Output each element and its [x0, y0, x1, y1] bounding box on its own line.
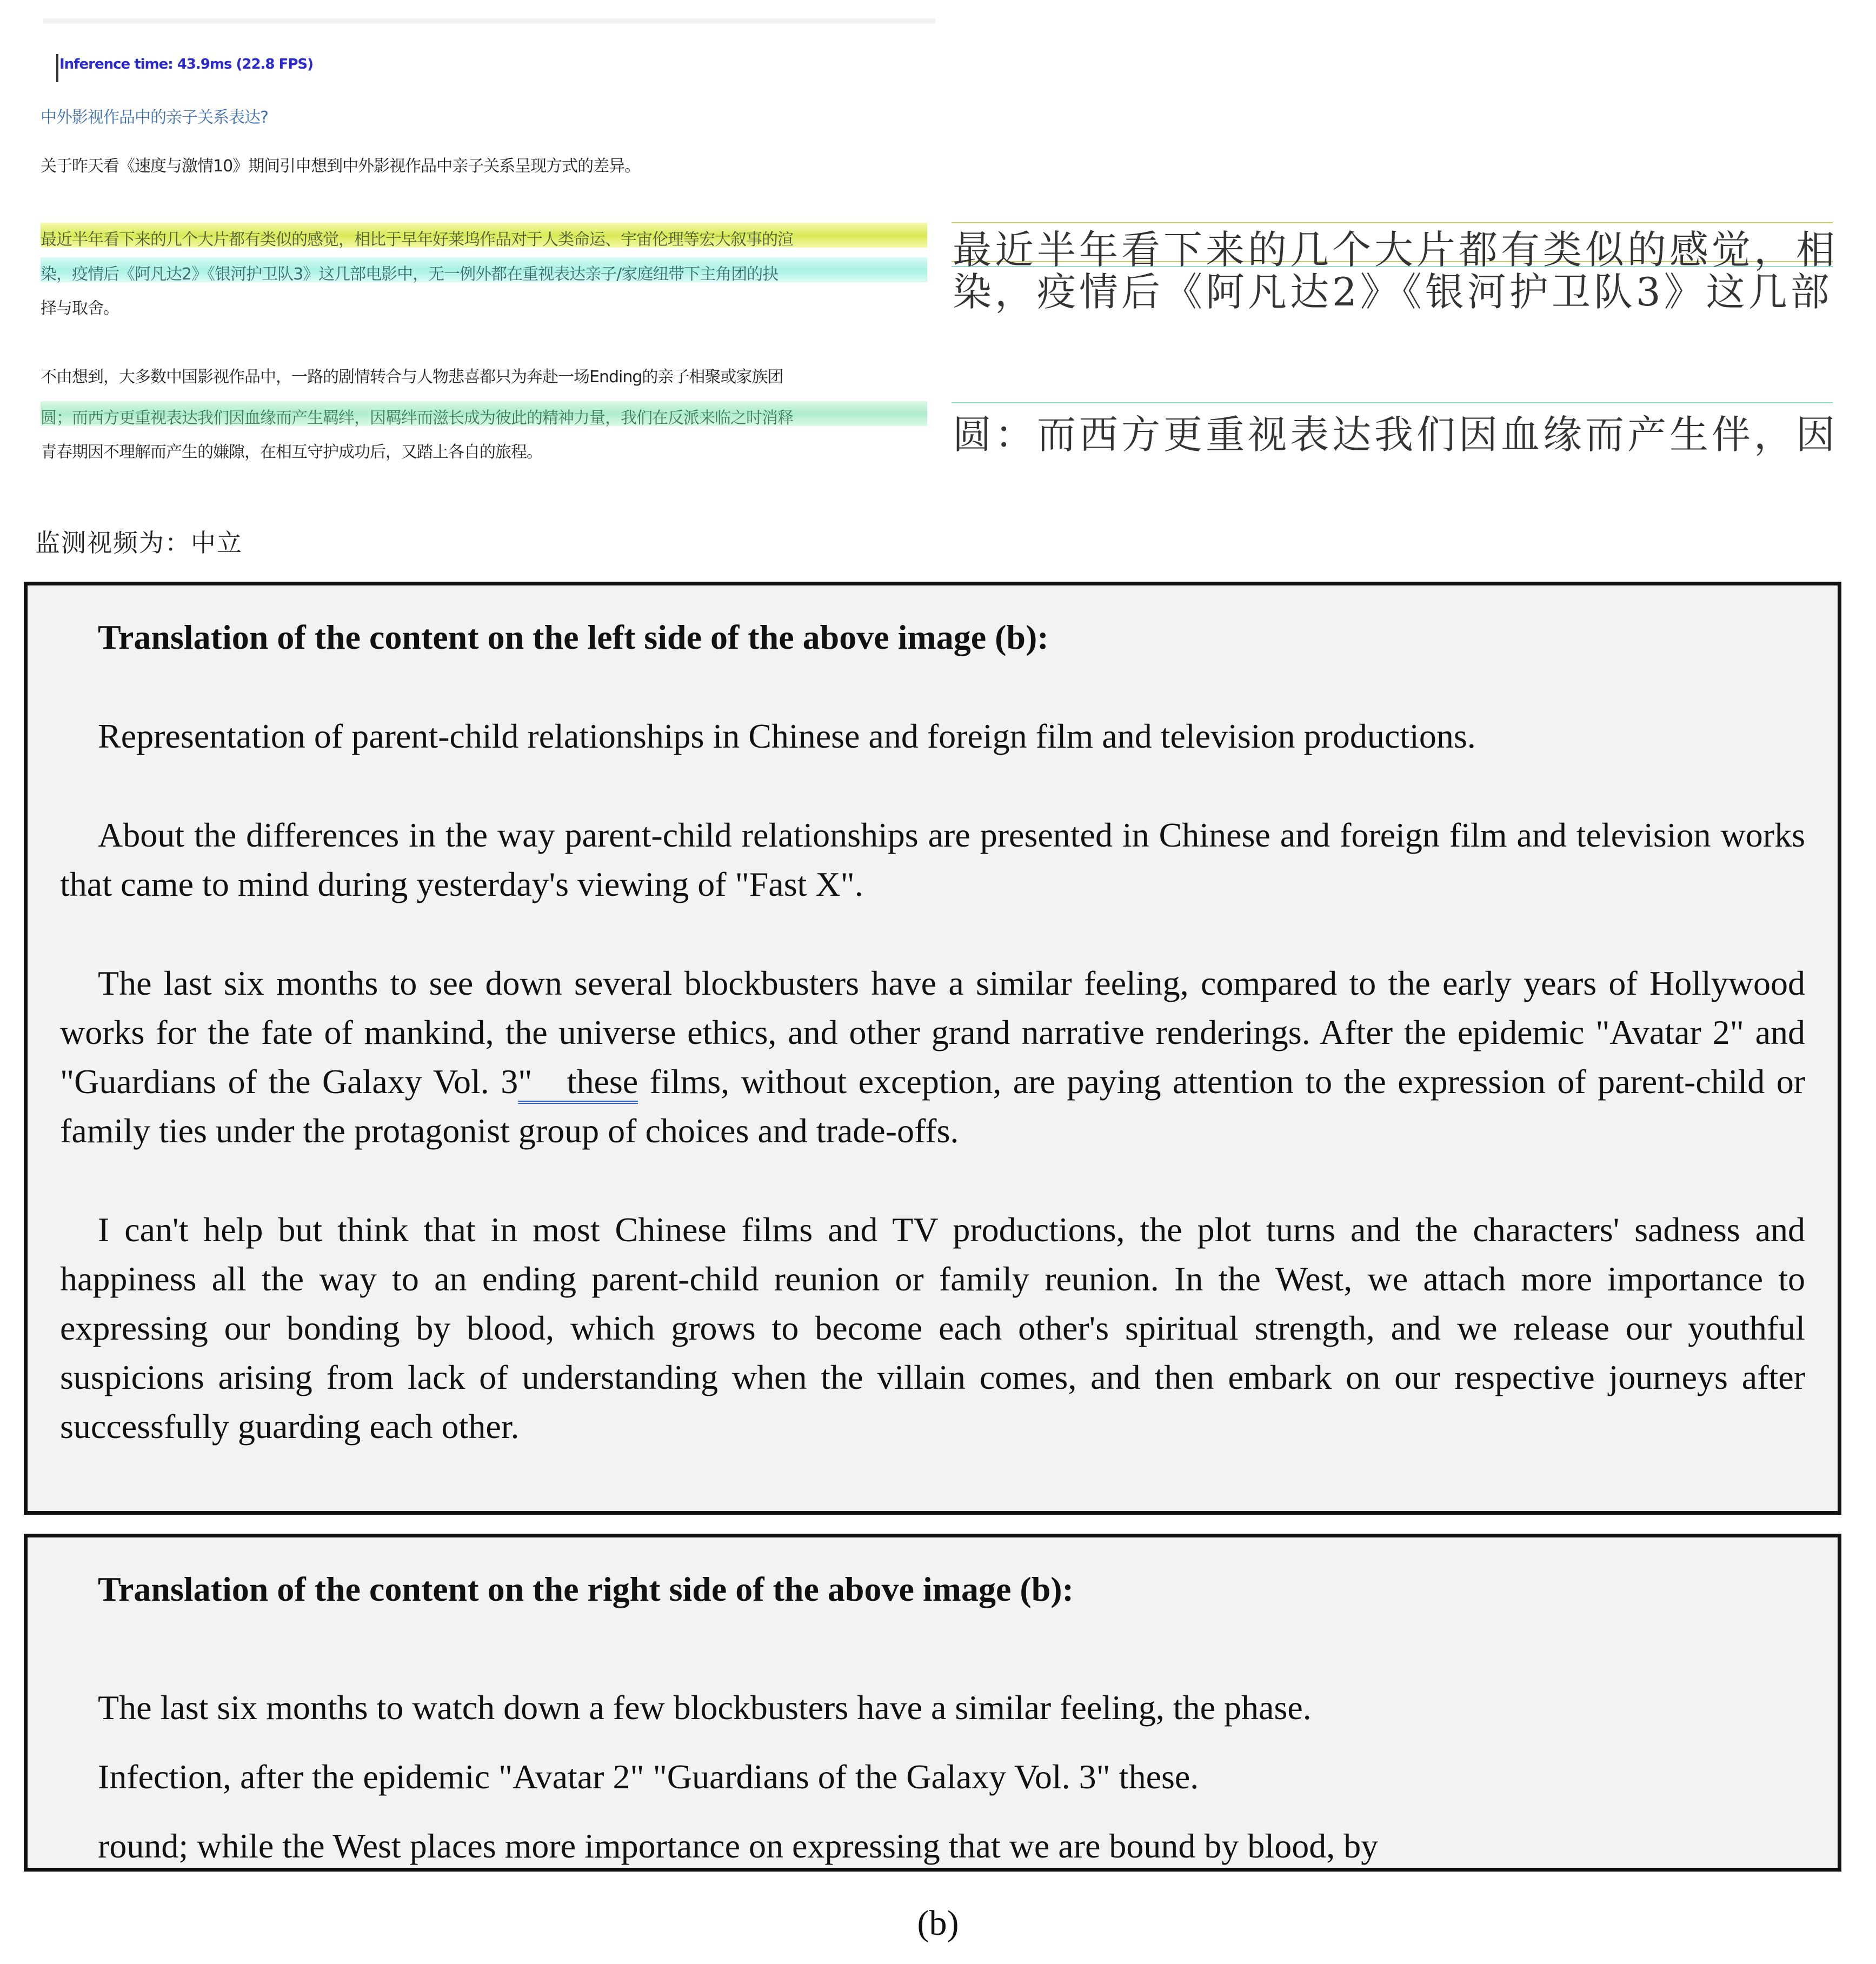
translation-right-heading: Translation of the content on the right side of the above image (b): — [98, 1570, 1074, 1608]
top-bar-divider — [43, 18, 935, 24]
para2-line3: 青春期因不理解而产生的嫌隙，在相互守护成功后，又踏上各自的旅程。 — [41, 443, 542, 462]
ocr-line3: 圆：而西方更重视表达我们因血缘而产生伴，因 — [953, 412, 1839, 457]
ocr-line1: 最近半年看下来的几个大片都有类似的感觉，相 — [953, 227, 1839, 272]
translation-left-para-4: I can't help but think that in most Chinese films and TV productions, the plot turns and the characters' sadness and happiness all the way to an ending parent-child reunion or family reunion. In the West, we attach more importance to expressing our bonding by blood, which grows to become each other's spiritual strength, and we release our youthful suspicions arising from lack of understanding when the villain comes, and then embark on our respective journeys after successfully guarding each other. — [60, 1210, 1805, 1446]
translation-left-para-2: About the differences in the way parent-child relationships are presented in Chinese and foreign film and television works that came to mind during yesterday's viewing of "Fast X". — [60, 816, 1805, 903]
para1-line3: 择与取舍。 — [41, 299, 119, 318]
para3-text-before: The last six months to see down several blockbusters have a similar feeling, compared to the early years of Hollywood works for the fate of mankind, the universe ethics, and other grand narrative renderings. After the epidemic "Avatar 2" and "Guardians of the Galaxy Vol. 3 — [60, 964, 1805, 1101]
translation-left-para-3 — [60, 958, 1805, 1155]
article-intro: 关于昨天看《速度与激情10》期间引申想到中外影视作品中亲子关系呈现方式的差异。 — [41, 157, 641, 176]
figure-caption: (b) — [917, 1903, 959, 1943]
translation-left-para-1: Representation of parent-child relationships in Chinese and foreign film and television productions. — [98, 717, 1476, 755]
monitor-result-label: 监测视频为：中立 — [35, 528, 243, 557]
ocr-line2: 染，疫情后《阿凡达2》《银河护卫队3》这几部 — [953, 269, 1833, 315]
text-cursor — [56, 54, 58, 82]
para1-line2: 染，疫情后《阿凡达2》《银河护卫队3》这几部电影中，无一例外都在重视表达亲子/家庭纽带下主角团的抉 — [41, 265, 779, 284]
translation-left-heading: Translation of the content on the left side of the above image (b): — [98, 618, 1049, 656]
translation-right-line-3: round; while the West places more importance on expressing that we are bound by blood, by — [98, 1827, 1379, 1865]
para3-text-after: films, without exception, are paying attention to the expression of parent-child or family ties under the protagonist group of choices and trade-offs. — [60, 1062, 1806, 1150]
article-title: 中外影视作品中的亲子关系表达? — [41, 108, 268, 127]
translation-right-line-2: Infection, after the epidemic "Avatar 2" "Guardians of the Galaxy Vol. 3" these. — [98, 1757, 1199, 1796]
para2-line2: 圆；而西方更重视表达我们因血缘而产生羁绊，因羁绊而滋长成为彼此的精神力量，我们在反派来临之时消释 — [41, 409, 793, 428]
para3-underlined-text: " these — [518, 1062, 638, 1104]
para2-line1: 不由想到，大多数中国影视作品中，一路的剧情转合与人物悲喜都只为奔赴一场Ending的亲子相聚或家族团 — [41, 368, 783, 387]
para1-line1: 最近半年看下来的几个大片都有类似的感觉，相比于早年好莱坞作品对于人类命运、宇宙伦理等宏大叙事的渲 — [41, 230, 793, 249]
translation-right-line-1: The last six months to watch down a few blockbusters have a similar feeling, the phase. — [98, 1688, 1312, 1727]
translation-left-box — [24, 582, 1841, 1515]
translation-right-box — [24, 1534, 1841, 1872]
inference-time-label: Inference time: 43.9ms (22.8 FPS) — [59, 56, 313, 72]
